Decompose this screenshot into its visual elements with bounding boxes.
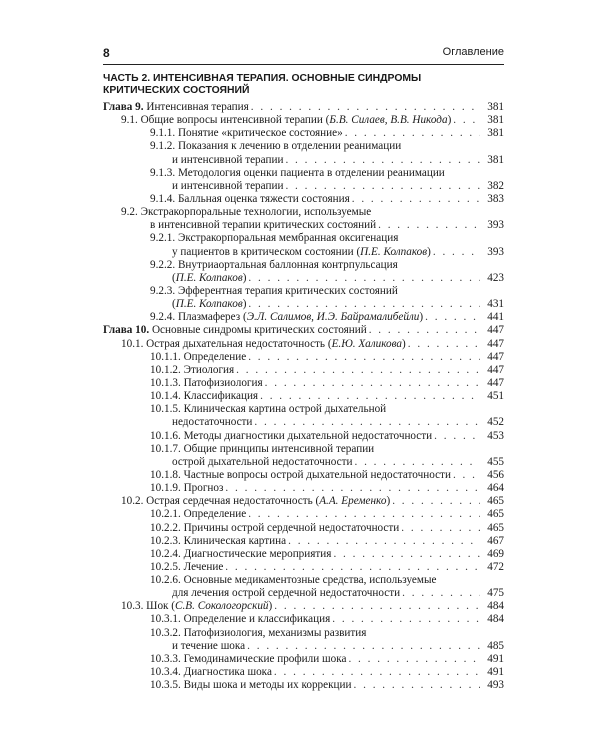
toc-entry-title: Эфферентная терапия критических состояний: [177, 284, 398, 297]
toc-entry-author: Э.Л. Салимов, И.Э. Байрамалибейли: [246, 311, 420, 324]
toc-entry-title: недостаточности: [172, 416, 253, 429]
toc-line: [103, 416, 504, 429]
toc-entry: [103, 653, 504, 666]
toc-page-number: 447: [487, 350, 504, 363]
dot-leader: [260, 390, 480, 403]
toc-page-number: 447: [487, 363, 504, 376]
toc-entry-title: Методология оценки пациента в отделении реанимации: [177, 166, 445, 179]
dot-leader: [254, 416, 480, 429]
toc-page-number: 447: [487, 376, 504, 389]
toc-entry: [103, 666, 504, 679]
toc-page-number: 467: [487, 534, 504, 547]
dot-leader: [248, 351, 480, 364]
toc-entry-number: 10.1.5.: [150, 403, 181, 416]
toc-line: [103, 522, 504, 535]
toc-line: [103, 403, 504, 416]
dot-leader: [408, 338, 480, 351]
dot-leader: [392, 495, 480, 508]
toc-entry-title: Гемодинамические профили шока: [183, 652, 347, 665]
toc-entry-number: 10.1.4.: [150, 390, 181, 403]
toc-entry-title: и интенсивной терапии: [172, 153, 284, 166]
toc-page-number: 475: [487, 587, 504, 600]
toc-entry-title: Классификация: [183, 390, 259, 403]
toc-page-number: 469: [487, 547, 504, 560]
toc-entry-title: Методы диагностики дыхательной недостаточности: [183, 429, 433, 442]
toc-entry: [103, 561, 504, 574]
toc-entry: [103, 338, 504, 351]
toc-entry: [103, 127, 504, 140]
toc-line: у пациентов в критическом состоянии ( П.Е. Колпаков ) . . . 393: [103, 246, 504, 259]
dot-leader: [354, 456, 480, 469]
toc-entry-title: Определение и классификация: [183, 613, 331, 626]
toc-entry-title: Острая дыхательная недостаточность (: [146, 337, 332, 350]
toc-line: [103, 180, 504, 193]
toc-line: [103, 154, 504, 167]
toc-entry-number: 10.2.1.: [150, 508, 181, 521]
toc-entry-number: 10.3.: [121, 600, 144, 613]
toc-entry-number: 10.3.2.: [150, 626, 181, 639]
dot-leader: [352, 193, 480, 206]
toc-entry-number: 10.1.2.: [150, 363, 181, 376]
dot-leader: [332, 613, 480, 626]
toc-line: [103, 206, 504, 219]
header-rule: [103, 64, 504, 65]
toc-entry-number: 10.2.4.: [150, 547, 181, 560]
page-header: [103, 46, 504, 64]
toc-line: [103, 574, 504, 587]
toc-entry: [103, 351, 504, 364]
toc-entry: [103, 430, 504, 443]
dot-leader: [402, 587, 480, 600]
toc-entry-author: П.Е. Колпаков: [175, 298, 243, 311]
toc-page-number: 393: [487, 219, 504, 232]
toc-line: [103, 613, 504, 626]
toc-page-number: 451: [487, 390, 504, 403]
toc-line: 9.1. Общие вопросы интенсивной терапии ( Б.В. Силаев, В.В. Никода ) . . . 381: [103, 114, 504, 127]
toc-entry-title: и течение шока: [172, 639, 246, 652]
dot-leader: [425, 311, 480, 324]
toc-page-number: 447: [487, 324, 504, 337]
toc-line: [103, 627, 504, 640]
toc-page-number: 464: [487, 482, 504, 495]
dot-leader: [288, 535, 480, 548]
toc-entry-number: 10.1.9.: [150, 482, 181, 495]
dot-leader: [401, 522, 480, 535]
toc-page-number: 456: [487, 468, 504, 481]
toc-line: [103, 232, 504, 245]
toc-page-number: 381: [487, 127, 504, 140]
toc-line: ( П.Е. Колпаков ) . . . 431: [103, 298, 504, 311]
toc-line: [103, 535, 504, 548]
toc-entry-title: Интенсивная терапия: [146, 101, 249, 113]
toc-entry-title: Патофизиология: [183, 376, 263, 389]
page-number: 8: [103, 46, 110, 60]
toc-entry-title: Общие вопросы интенсивной терапии (: [140, 114, 330, 127]
toc-entry-title: (: [172, 271, 176, 284]
toc-page-number: 381: [487, 114, 504, 127]
dot-leader: [265, 377, 480, 390]
toc-entry: [103, 679, 504, 692]
toc-entry: [103, 285, 504, 311]
toc-entry: [103, 443, 504, 469]
toc-entry-number: 10.1.6.: [150, 429, 181, 442]
toc-entry: [103, 364, 504, 377]
toc-page-number: 423: [487, 271, 504, 284]
toc-page-number: 465: [487, 508, 504, 521]
toc-entry-number: 10.2.2.: [150, 521, 181, 534]
toc-entry-number: 9.1.4.: [150, 192, 176, 205]
toc-page-number: 382: [487, 179, 504, 192]
toc-entry-author: Е.Ю. Халикова: [331, 337, 403, 350]
toc-entry-title: Плазмаферез (: [177, 311, 247, 324]
toc-line: [103, 193, 504, 206]
toc-line: [103, 101, 504, 114]
toc-entry-title: Основные синдромы критических состояний: [151, 324, 367, 337]
toc-entry: [103, 377, 504, 390]
dot-leader: [453, 114, 480, 127]
dot-leader: [378, 219, 480, 232]
toc-page-number: 447: [487, 337, 504, 350]
toc-entry: [103, 548, 504, 561]
toc-entry-title: Частные вопросы острой дыхательной недостаточности: [183, 468, 451, 481]
toc-entry-title: Общие принципы интенсивной терапии: [183, 442, 375, 455]
toc-line: [103, 377, 504, 390]
toc-line: [103, 259, 504, 272]
toc-line: 10.3. Шок ( С.В. Сокологорский ) . . . 484: [103, 600, 504, 613]
toc-entry-title: Виды шока и методы их коррекции: [183, 679, 352, 692]
dot-leader: [345, 127, 480, 140]
toc-entry-title: для лечения острой сердечной недостаточности: [172, 587, 401, 600]
dot-leader: [248, 298, 480, 311]
toc-page-number: 453: [487, 429, 504, 442]
toc-line: [103, 482, 504, 495]
toc-entry-number: 9.1.1.: [150, 127, 176, 140]
toc-entry-title: Внутриаортальная баллонная контрпульсация: [177, 258, 398, 271]
dot-leader: [225, 561, 480, 574]
toc-entry-number: 10.2.5.: [150, 560, 181, 573]
toc-entry-number: 10.2.3.: [150, 534, 181, 547]
dot-leader: [248, 508, 480, 521]
table-of-contents: [103, 101, 504, 692]
dot-leader: [274, 600, 480, 613]
toc-entry-number: 10.2.: [121, 495, 144, 508]
toc-page-number: 491: [487, 666, 504, 679]
toc-entry-title: у пациентов в критическом состоянии (: [172, 245, 361, 258]
toc-entry-number: 10.1.7.: [150, 442, 181, 455]
toc-entry-title: Лечение: [183, 560, 224, 573]
toc-entry: [103, 193, 504, 206]
toc-entry-title: и интенсивной терапии: [172, 179, 284, 192]
toc-page-number: 493: [487, 679, 504, 692]
toc-entry-title: Диагностика шока: [183, 666, 272, 679]
toc-entry: [103, 311, 504, 324]
toc-entry: [103, 495, 504, 508]
toc-entry-number: 10.3.1.: [150, 613, 181, 626]
toc-entry: [103, 627, 504, 653]
toc-page-number: 441: [487, 311, 504, 324]
toc-entry: [103, 259, 504, 285]
dot-leader: [248, 272, 480, 285]
toc-entry-number: 9.2.4.: [150, 311, 176, 324]
dot-leader: [369, 324, 480, 337]
toc-page-number: 381: [487, 153, 504, 166]
toc-entry-author: А.А. Еременко: [319, 495, 387, 508]
toc-entry-title: острой дыхательной недостаточности: [172, 455, 353, 468]
toc-entry: [103, 167, 504, 193]
dot-leader: [433, 246, 480, 259]
toc-entry-title: Патофизиология, механизмы развития: [183, 626, 367, 639]
toc-page-number: 465: [487, 521, 504, 534]
toc-entry: [103, 535, 504, 548]
toc-entry-number: 9.1.3.: [150, 166, 176, 179]
toc-line: [103, 219, 504, 232]
toc-entry-title: Балльная оценка тяжести состояния: [177, 192, 350, 205]
toc-entry: [103, 574, 504, 600]
toc-entry-number: 10.3.5.: [150, 679, 181, 692]
toc-entry-number: Глава 9.: [103, 101, 144, 113]
toc-entry-number: 10.1.8.: [150, 468, 181, 481]
toc-entry: [103, 403, 504, 429]
toc-entry: [103, 101, 504, 114]
toc-entry: [103, 482, 504, 495]
dot-leader: [285, 154, 480, 167]
toc-line: [103, 127, 504, 140]
dot-leader: [333, 548, 480, 561]
toc-line: 9.2.4. Плазмаферез ( Э.Л. Салимов, И.Э. Байрамалибейли ) . . . 441: [103, 311, 504, 324]
toc-entry-title: в интенсивной терапии критических состояний: [150, 219, 377, 232]
toc-entry-title: Показания к лечению в отделении реанимации: [177, 140, 402, 153]
toc-entry-title: Клиническая картина острой дыхательной: [183, 403, 387, 416]
toc-entry: [103, 469, 504, 482]
toc-entry-author: П.Е. Колпаков: [360, 245, 428, 258]
toc-entry: [103, 206, 504, 232]
toc-page-number: 452: [487, 416, 504, 429]
toc-page-number: 393: [487, 245, 504, 258]
toc-line: [103, 443, 504, 456]
toc-entry-title: Шок (: [146, 600, 176, 613]
toc-entry-title: Этиология: [183, 363, 235, 376]
toc-entry: [103, 522, 504, 535]
toc-line: [103, 653, 504, 666]
toc-line: [103, 508, 504, 521]
toc-page-number: 465: [487, 495, 504, 508]
toc-line: [103, 640, 504, 653]
dot-leader: [434, 430, 480, 443]
toc-entry-number: 9.2.3.: [150, 284, 176, 297]
toc-line: [103, 285, 504, 298]
toc-entry-number: 9.2.1.: [150, 232, 176, 245]
dot-leader: [247, 640, 480, 653]
dot-leader: [225, 482, 480, 495]
toc-page-number: 381: [487, 101, 504, 113]
toc-entry-title: Клиническая картина: [183, 534, 287, 547]
toc-page-number: 472: [487, 560, 504, 573]
toc-entry-number: 10.1.: [121, 337, 144, 350]
dot-leader: [348, 653, 480, 666]
toc-entry-author: П.Е. Колпаков: [175, 271, 243, 284]
toc-line: [103, 364, 504, 377]
toc-line: [103, 587, 504, 600]
toc-page-number: 491: [487, 652, 504, 665]
toc-entry-number: 10.3.3.: [150, 652, 181, 665]
toc-entry: [103, 508, 504, 521]
toc-page-number: 431: [487, 298, 504, 311]
toc-entry: [103, 114, 504, 127]
toc-entry-number: 9.1.: [121, 114, 138, 127]
toc-entry-number: 10.2.6.: [150, 574, 181, 587]
toc-entry-number: 9.2.: [121, 206, 138, 219]
toc-line: 10.2. Острая сердечная недостаточность ( А.А. Еременко ) . . . 465: [103, 495, 504, 508]
toc-line: [103, 679, 504, 692]
toc-line: [103, 430, 504, 443]
toc-entry-title: Причины острой сердечной недостаточности: [183, 521, 400, 534]
toc-line: [103, 548, 504, 561]
toc-line: [103, 456, 504, 469]
toc-entry-number: 10.1.3.: [150, 376, 181, 389]
toc-page-number: 484: [487, 600, 504, 613]
toc-page-number: 485: [487, 639, 504, 652]
toc-line: [103, 561, 504, 574]
toc-entry: [103, 232, 504, 258]
toc-entry-title: Определение: [183, 350, 247, 363]
toc-line: [103, 666, 504, 679]
toc-line: [103, 140, 504, 153]
toc-entry: [103, 140, 504, 166]
toc-entry-number: 9.2.2.: [150, 258, 176, 271]
toc-line: ( П.Е. Колпаков ) . . . 423: [103, 272, 504, 285]
toc-entry-title: Прогноз: [183, 482, 224, 495]
toc-line: [103, 469, 504, 482]
toc-entry-number: Глава 10.: [103, 324, 150, 337]
toc-entry-title: Основные медикаментозные средства, используемые: [183, 574, 437, 587]
toc-entry-title: (: [172, 298, 176, 311]
dot-leader: [251, 101, 480, 114]
dot-leader: [453, 469, 480, 482]
toc-entry: [103, 600, 504, 613]
toc-entry-title: Понятие «критическое состояние»: [177, 127, 343, 140]
toc-line: [103, 390, 504, 403]
toc-entry-title: Экстракорпоральная мембранная оксигенация: [177, 232, 399, 245]
toc-line: [103, 324, 504, 337]
toc-line: [103, 351, 504, 364]
toc-entry-author: С.В. Сокологорский: [175, 600, 269, 613]
toc-page-number: 383: [487, 192, 504, 205]
toc-page-number: 455: [487, 455, 504, 468]
dot-leader: [354, 679, 481, 692]
toc-entry-number: 9.1.2.: [150, 140, 176, 153]
toc-line: [103, 167, 504, 180]
toc-entry-title: Определение: [183, 508, 247, 521]
dot-leader: [285, 180, 480, 193]
toc-entry-author: Б.В. Силаев, В.В. Никода: [329, 114, 448, 127]
toc-entry-title: Экстракорпоральные технологии, используемые: [140, 206, 372, 219]
toc-page-number: 484: [487, 613, 504, 626]
dot-leader: [236, 364, 480, 377]
toc-entry-title: Острая сердечная недостаточность (: [146, 495, 320, 508]
toc-entry: [103, 613, 504, 626]
toc-line: 10.1. Острая дыхательная недостаточность ( Е.Ю. Халикова ) . . . 447: [103, 338, 504, 351]
part-title: ЧАСТЬ 2. ИНТЕНСИВНАЯ ТЕРАПИЯ. ОСНОВНЫЕ СИНДРОМЫ КРИТИЧЕСКИХ СОСТОЯНИЙ: [103, 73, 422, 96]
toc-entry-number: 10.1.1.: [150, 350, 181, 363]
toc-entry-title: Диагностические мероприятия: [183, 547, 332, 560]
running-head: Оглавление: [442, 46, 504, 58]
toc-entry: [103, 390, 504, 403]
toc-entry: [103, 324, 504, 337]
dot-leader: [274, 666, 480, 679]
toc-entry-number: 10.3.4.: [150, 666, 181, 679]
